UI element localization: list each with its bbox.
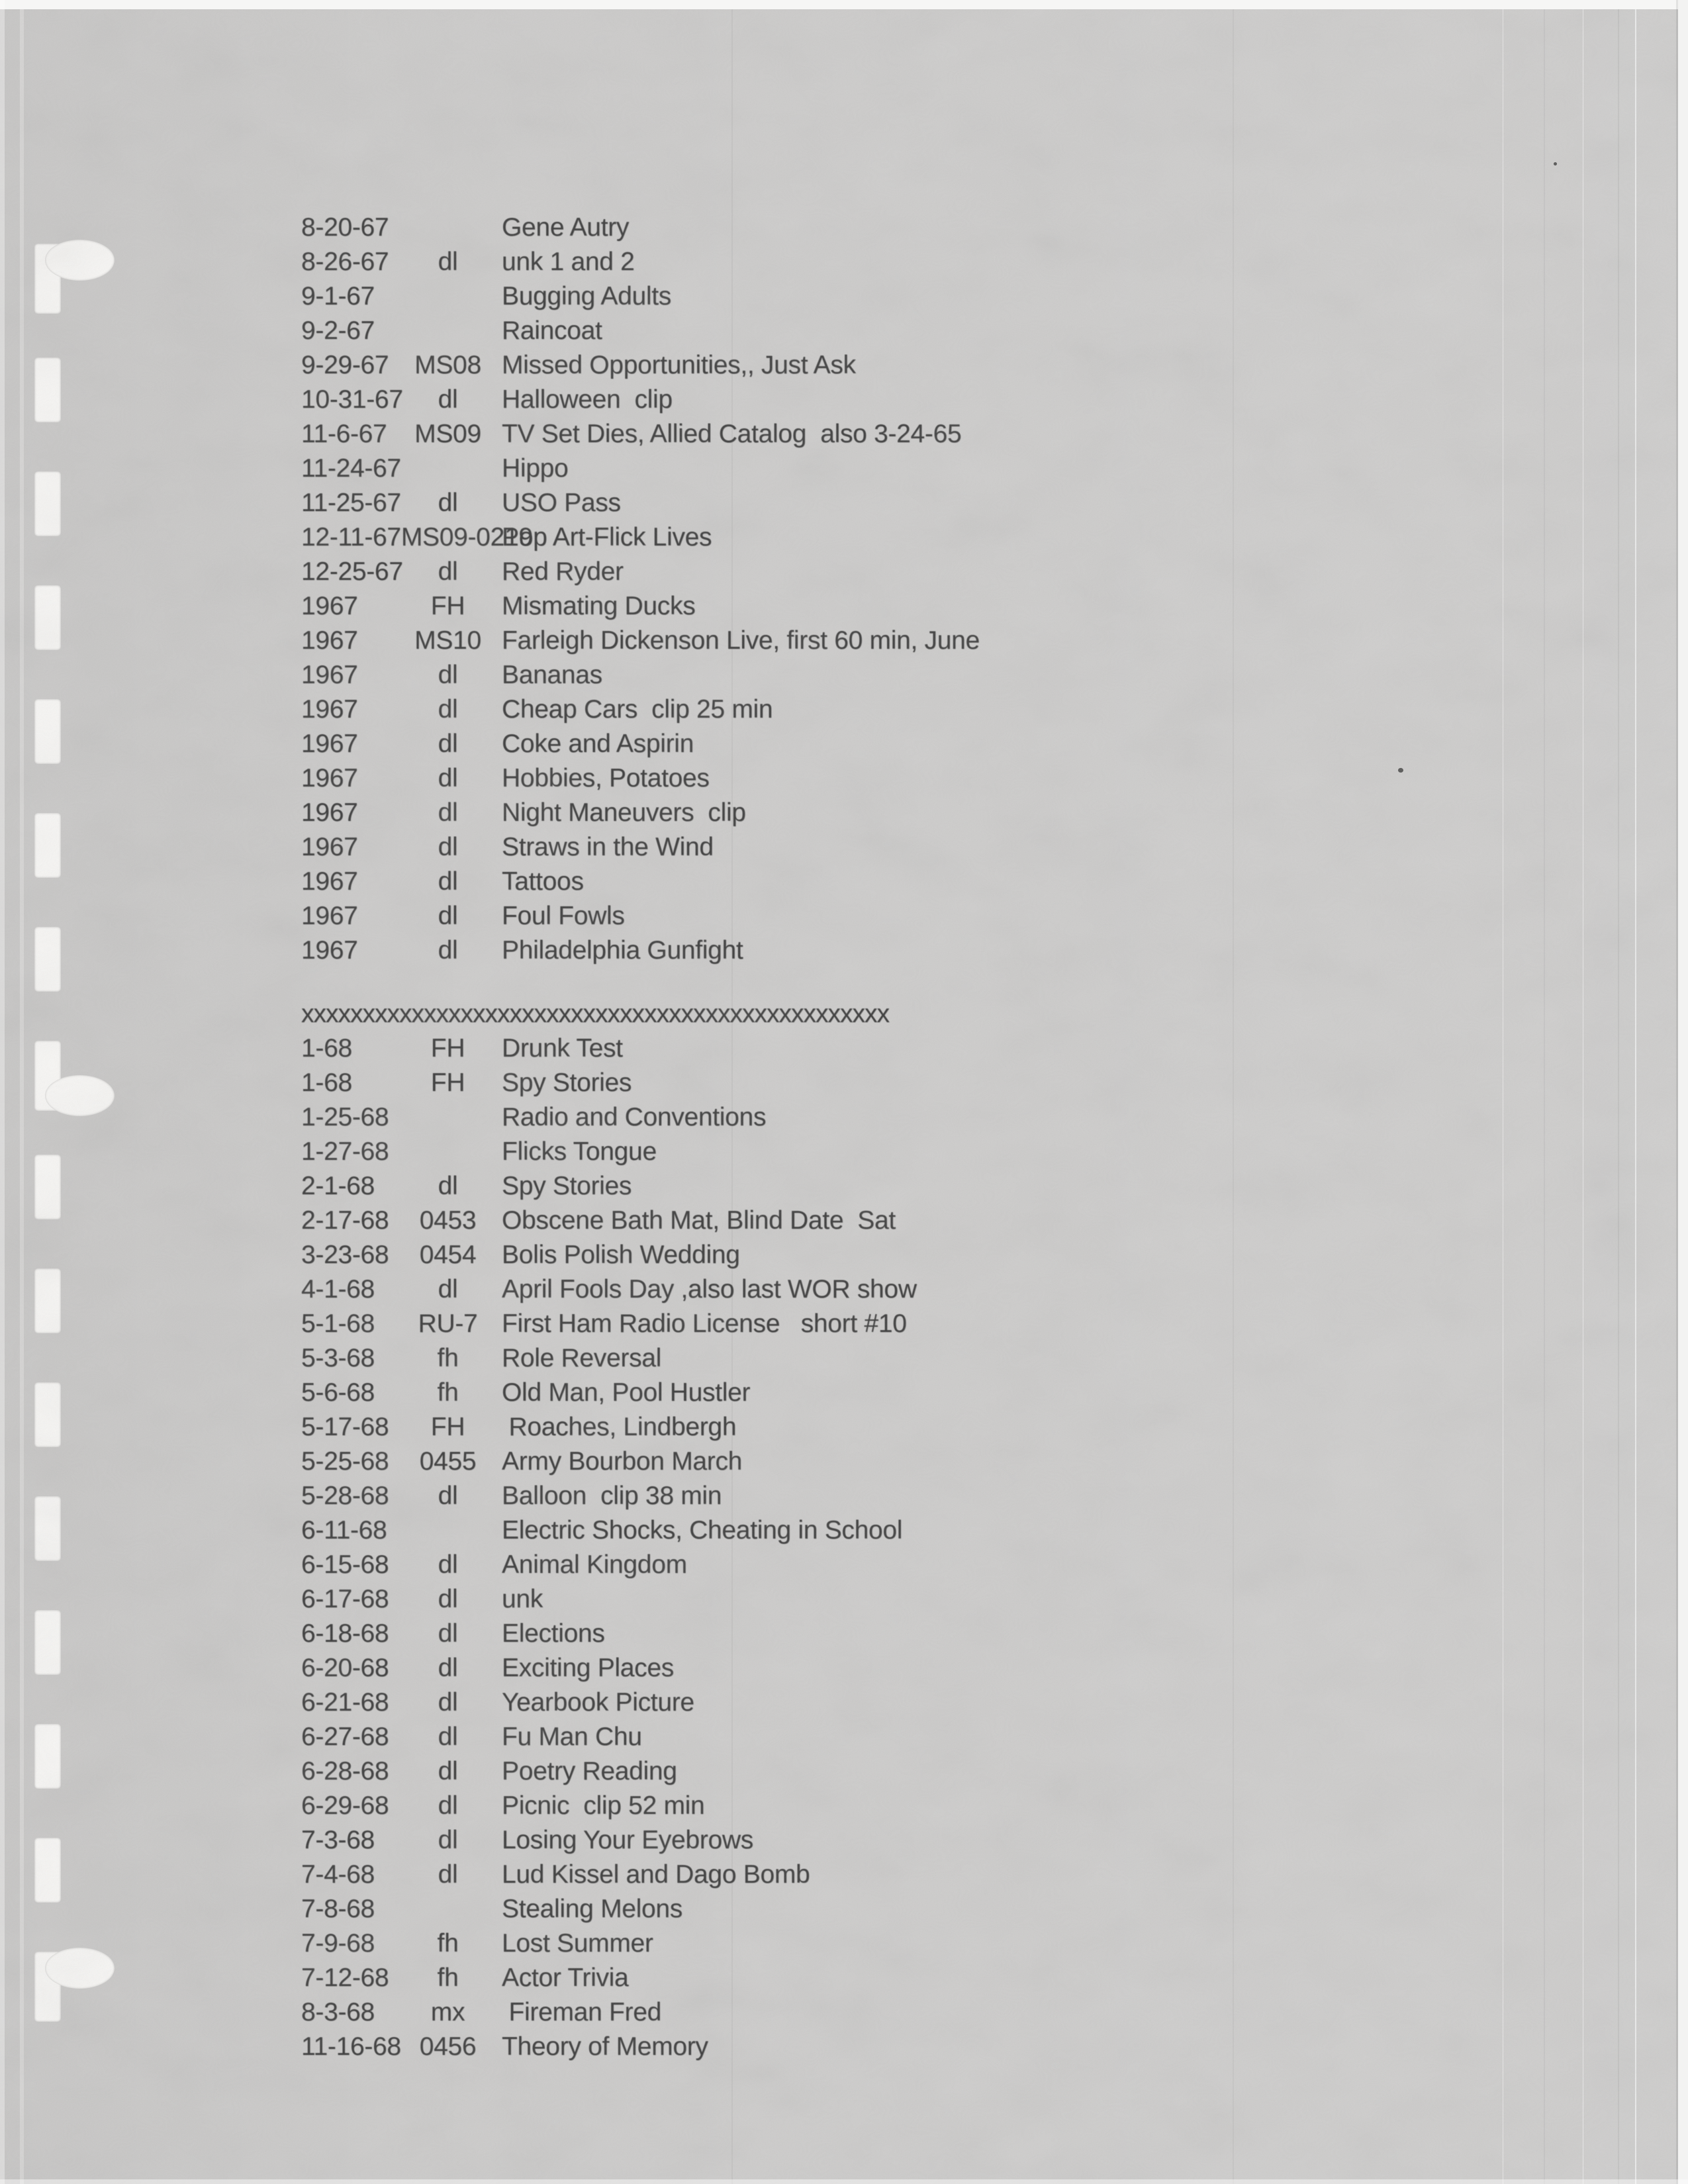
log-code: dl bbox=[438, 489, 458, 517]
log-code bbox=[394, 1513, 502, 1548]
log-title: Mismating Ducks bbox=[502, 592, 696, 620]
log-title: Hippo bbox=[502, 454, 569, 483]
log-date: 4-1-68 bbox=[301, 1275, 375, 1304]
log-code: dl bbox=[438, 730, 458, 758]
log-title: Obscene Bath Mat, Blind Date Sat bbox=[502, 1206, 896, 1235]
scan-edge-right bbox=[1678, 0, 1688, 2184]
log-code bbox=[394, 1100, 502, 1135]
log-row bbox=[301, 1204, 1427, 1238]
log-row bbox=[301, 1651, 1427, 1685]
log-row bbox=[301, 1720, 1427, 1754]
log-title: First Ham Radio License short #10 bbox=[502, 1309, 907, 1338]
log-row bbox=[301, 348, 1427, 383]
log-date: 5-3-68 bbox=[301, 1344, 375, 1372]
log-date: 6-28-68 bbox=[301, 1757, 389, 1785]
log-row bbox=[301, 451, 1427, 486]
log-title: Philadelphia Gunfight bbox=[502, 936, 743, 965]
log-title: Night Maneuvers clip bbox=[502, 798, 746, 827]
log-date: 11-6-67 bbox=[301, 420, 387, 448]
separator-line: xxxxxxxxxxxxxxxxxxxxxxxxxxxxxxxxxxxxxxxxxxxxxxxx bbox=[301, 1000, 889, 1028]
log-date: 7-4-68 bbox=[301, 1860, 375, 1889]
log-date: 1967 bbox=[301, 730, 358, 758]
log-code: FH bbox=[430, 1413, 465, 1441]
log-code bbox=[394, 279, 502, 314]
log-code: dl bbox=[438, 867, 458, 896]
log-row bbox=[301, 589, 1427, 624]
log-date: 1967 bbox=[301, 695, 358, 724]
log-date: 9-29-67 bbox=[301, 351, 389, 379]
scan-speck bbox=[1554, 162, 1557, 166]
log-date: 7-8-68 bbox=[301, 1895, 375, 1923]
log-code: dl bbox=[438, 695, 458, 724]
log-row bbox=[301, 520, 1427, 555]
log-date: 9-1-67 bbox=[301, 282, 375, 310]
log-date: 10-31-67 bbox=[301, 385, 403, 414]
log-date: 1967 bbox=[301, 661, 358, 689]
log-row bbox=[301, 1789, 1427, 1823]
log-title: Spy Stories bbox=[502, 1068, 632, 1097]
log-title: Animal Kingdom bbox=[502, 1550, 687, 1579]
punch-hole-tear bbox=[45, 1948, 115, 1989]
punch-hole-tear bbox=[45, 1075, 115, 1116]
log-date: 1-68 bbox=[301, 1068, 352, 1097]
log-code: dl bbox=[438, 1688, 458, 1717]
log-date: 8-20-67 bbox=[301, 213, 389, 242]
log-row bbox=[301, 1307, 1427, 1341]
log-title: Losing Your Eyebrows bbox=[502, 1826, 753, 1854]
scan-speck bbox=[1398, 768, 1403, 773]
log-title: Hobbies, Potatoes bbox=[502, 764, 710, 792]
log-date: 8-3-68 bbox=[301, 1998, 375, 2026]
log-title: Picnic clip 52 min bbox=[502, 1791, 705, 1820]
log-title: Bolis Polish Wedding bbox=[502, 1241, 740, 1269]
log-row bbox=[301, 1066, 1427, 1100]
log-row bbox=[301, 1754, 1427, 1789]
punch-hole-tear bbox=[45, 240, 115, 281]
log-date: 5-6-68 bbox=[301, 1378, 375, 1407]
log-row bbox=[301, 933, 1427, 968]
log-section-1967 bbox=[301, 211, 1427, 968]
log-row bbox=[301, 1410, 1427, 1445]
log-row bbox=[301, 1513, 1427, 1548]
log-row bbox=[301, 1995, 1427, 2030]
log-title: Lud Kissel and Dago Bomb bbox=[502, 1860, 810, 1889]
log-title: Roaches, Lindbergh bbox=[502, 1413, 737, 1441]
log-code: dl bbox=[438, 1791, 458, 1820]
log-row bbox=[301, 1445, 1427, 1479]
log-row bbox=[301, 1548, 1427, 1582]
log-date: 6-18-68 bbox=[301, 1619, 389, 1648]
punch-hole bbox=[34, 1268, 61, 1333]
log-code: dl bbox=[438, 385, 458, 414]
log-title: April Fools Day ,also last WOR show bbox=[502, 1275, 917, 1304]
log-date: 8-26-67 bbox=[301, 248, 389, 276]
log-date: 1967 bbox=[301, 936, 358, 965]
log-code: dl bbox=[438, 936, 458, 965]
log-code: 0456 bbox=[419, 2032, 477, 2061]
scan-streak bbox=[20, 0, 24, 2184]
log-code: 0453 bbox=[419, 1206, 477, 1235]
log-title: Drunk Test bbox=[502, 1034, 623, 1063]
log-date: 9-2-67 bbox=[301, 316, 375, 345]
punch-hole bbox=[34, 1496, 61, 1561]
log-row bbox=[301, 245, 1427, 279]
log-title: unk 1 and 2 bbox=[502, 248, 635, 276]
log-date: 1967 bbox=[301, 592, 358, 620]
log-title: Raincoat bbox=[502, 316, 602, 345]
log-title: Role Reversal bbox=[502, 1344, 662, 1372]
log-row bbox=[301, 796, 1427, 830]
log-date: 1967 bbox=[301, 833, 358, 861]
log-title: Balloon clip 38 min bbox=[502, 1482, 722, 1510]
log-date: 6-27-68 bbox=[301, 1723, 389, 1751]
log-date: 6-15-68 bbox=[301, 1550, 389, 1579]
log-section-1968 bbox=[301, 1031, 1427, 2064]
log-title: Fireman Fred bbox=[502, 1998, 661, 2026]
log-row bbox=[301, 555, 1427, 589]
log-date: 1-25-68 bbox=[301, 1103, 389, 1131]
log-date: 6-20-68 bbox=[301, 1654, 389, 1682]
log-text bbox=[301, 211, 1427, 2064]
log-title: Flicks Tongue bbox=[502, 1137, 657, 1166]
log-code bbox=[394, 314, 502, 348]
log-date: 1967 bbox=[301, 798, 358, 827]
log-title: Coke and Aspirin bbox=[502, 730, 694, 758]
log-title: Lost Summer bbox=[502, 1929, 653, 1958]
punch-hole bbox=[34, 585, 61, 650]
log-title: Missed Opportunities,, Just Ask bbox=[502, 351, 856, 379]
log-code: MS09 bbox=[414, 420, 481, 448]
log-title: TV Set Dies, Allied Catalog also 3-24-65 bbox=[502, 420, 962, 448]
log-date: 2-1-68 bbox=[301, 1172, 375, 1200]
log-date: 5-1-68 bbox=[301, 1309, 375, 1338]
scan-edge-left bbox=[0, 0, 5, 2184]
log-row bbox=[301, 830, 1427, 865]
log-code: dl bbox=[438, 833, 458, 861]
log-row bbox=[301, 1376, 1427, 1410]
log-date: 7-9-68 bbox=[301, 1929, 375, 1958]
log-row bbox=[301, 1685, 1427, 1720]
log-title: Theory of Memory bbox=[502, 2032, 708, 2061]
log-title: Cheap Cars clip 25 min bbox=[502, 695, 773, 724]
log-title: Army Bourbon March bbox=[502, 1447, 743, 1476]
log-row bbox=[301, 279, 1427, 314]
log-title: Farleigh Dickenson Live, first 60 min, June bbox=[502, 626, 980, 655]
log-date: 11-16-68 bbox=[301, 2032, 401, 2061]
log-code: dl bbox=[438, 764, 458, 792]
log-title: Yearbook Picture bbox=[502, 1688, 694, 1717]
log-row bbox=[301, 1858, 1427, 1892]
log-code: dl bbox=[438, 1482, 458, 1510]
log-date: 1967 bbox=[301, 867, 358, 896]
log-code: FH bbox=[430, 592, 465, 620]
log-row bbox=[301, 624, 1427, 658]
log-row bbox=[301, 1892, 1427, 1926]
punch-hole bbox=[34, 927, 61, 992]
log-code: fh bbox=[437, 1964, 459, 1992]
punch-hole bbox=[34, 1838, 61, 1903]
log-code: dl bbox=[438, 1275, 458, 1304]
log-title: Bananas bbox=[502, 661, 602, 689]
log-date: 6-29-68 bbox=[301, 1791, 389, 1820]
log-row bbox=[301, 865, 1427, 899]
log-date: 5-25-68 bbox=[301, 1447, 389, 1476]
scan-edge-shadow bbox=[1676, 0, 1678, 2184]
log-code: RU-7 bbox=[418, 1309, 478, 1338]
log-row bbox=[301, 761, 1427, 796]
log-date: 7-12-68 bbox=[301, 1964, 389, 1992]
log-row bbox=[301, 899, 1427, 933]
log-date: 1-27-68 bbox=[301, 1137, 389, 1166]
log-date: 2-17-68 bbox=[301, 1206, 389, 1235]
log-code bbox=[394, 1135, 502, 1169]
log-row bbox=[301, 1135, 1427, 1169]
punch-hole bbox=[34, 1382, 61, 1447]
log-code bbox=[394, 211, 502, 245]
log-title: Stealing Melons bbox=[502, 1895, 682, 1923]
log-title: USO Pass bbox=[502, 489, 621, 517]
log-row bbox=[301, 1031, 1427, 1066]
log-date: 1967 bbox=[301, 764, 358, 792]
log-date: 7-3-68 bbox=[301, 1826, 375, 1854]
log-row bbox=[301, 1823, 1427, 1858]
log-code: dl bbox=[438, 798, 458, 827]
log-row bbox=[301, 727, 1427, 761]
log-title: Gene Autry bbox=[502, 213, 630, 242]
log-date: 6-11-68 bbox=[301, 1516, 387, 1544]
log-code: FH bbox=[430, 1068, 465, 1097]
log-code: dl bbox=[438, 1585, 458, 1613]
punch-hole bbox=[34, 357, 61, 422]
punch-hole bbox=[34, 1610, 61, 1675]
log-title: Electric Shocks, Cheating in School bbox=[502, 1516, 903, 1544]
log-row bbox=[301, 658, 1427, 692]
log-date: 5-28-68 bbox=[301, 1482, 389, 1510]
log-date: 3-23-68 bbox=[301, 1241, 389, 1269]
scan-edge-top bbox=[0, 0, 1688, 9]
log-title: Poetry Reading bbox=[502, 1757, 677, 1785]
log-code: 0454 bbox=[419, 1241, 477, 1269]
log-row bbox=[301, 692, 1427, 727]
log-row bbox=[301, 1479, 1427, 1513]
log-code: MS08 bbox=[414, 351, 481, 379]
log-code: dl bbox=[438, 1826, 458, 1854]
log-code: fh bbox=[437, 1378, 459, 1407]
log-row bbox=[301, 314, 1427, 348]
log-row bbox=[301, 1272, 1427, 1307]
scan-streak bbox=[1635, 0, 1636, 2184]
log-date: 11-25-67 bbox=[301, 489, 401, 517]
log-title: Foul Fowls bbox=[502, 902, 625, 930]
log-title: unk bbox=[502, 1585, 543, 1613]
log-code: dl bbox=[438, 1860, 458, 1889]
punch-hole bbox=[34, 699, 61, 764]
log-row bbox=[301, 1926, 1427, 1961]
log-code: dl bbox=[438, 1654, 458, 1682]
punch-hole bbox=[34, 471, 61, 536]
scan-edge-bottom bbox=[0, 2179, 1688, 2184]
log-row bbox=[301, 1100, 1427, 1135]
log-title: Elections bbox=[502, 1619, 605, 1648]
log-date: 11-24-67 bbox=[301, 454, 401, 483]
log-date: 1967 bbox=[301, 626, 358, 655]
log-title: Bugging Adults bbox=[502, 282, 672, 310]
punch-hole bbox=[34, 813, 61, 878]
log-row bbox=[301, 1169, 1427, 1204]
log-row bbox=[301, 383, 1427, 417]
log-row bbox=[301, 2030, 1427, 2064]
log-code: dl bbox=[438, 1723, 458, 1751]
log-date: 5-17-68 bbox=[301, 1413, 389, 1441]
scan-streak bbox=[1618, 0, 1619, 2184]
log-code: dl bbox=[438, 902, 458, 930]
log-row bbox=[301, 1961, 1427, 1995]
log-code: dl bbox=[438, 1550, 458, 1579]
log-code: dl bbox=[438, 661, 458, 689]
log-row bbox=[301, 417, 1427, 451]
log-title: Straws in the Wind bbox=[502, 833, 714, 861]
log-code: mx bbox=[430, 1998, 465, 2026]
log-date: 1967 bbox=[301, 902, 358, 930]
log-date: 6-17-68 bbox=[301, 1585, 389, 1613]
log-row bbox=[301, 1238, 1427, 1272]
scan-streak bbox=[1544, 0, 1545, 2184]
log-title: Halloween clip bbox=[502, 385, 673, 414]
log-code: dl bbox=[438, 248, 458, 276]
log-code bbox=[394, 1892, 502, 1926]
log-row bbox=[301, 1617, 1427, 1651]
log-code: MS10 bbox=[414, 626, 481, 655]
log-code: dl bbox=[438, 1172, 458, 1200]
log-date: 1-68 bbox=[301, 1034, 352, 1063]
log-code: dl bbox=[438, 1757, 458, 1785]
log-title: Red Ryder bbox=[502, 557, 624, 586]
log-date: 6-21-68 bbox=[301, 1688, 389, 1717]
log-title: Old Man, Pool Hustler bbox=[502, 1378, 751, 1407]
log-code: dl bbox=[438, 1619, 458, 1648]
log-title: Exciting Places bbox=[502, 1654, 674, 1682]
log-row bbox=[301, 1582, 1427, 1617]
log-row bbox=[301, 486, 1427, 520]
log-code: fh bbox=[437, 1344, 459, 1372]
log-code: dl bbox=[438, 557, 458, 586]
log-title: Pop Art-Flick Lives bbox=[502, 523, 712, 551]
log-code: FH bbox=[430, 1034, 465, 1063]
log-title: Tattoos bbox=[502, 867, 584, 896]
punch-hole bbox=[34, 1155, 61, 1219]
log-title: Radio and Conventions bbox=[502, 1103, 767, 1131]
log-title: Spy Stories bbox=[502, 1172, 632, 1200]
log-row bbox=[301, 1341, 1427, 1376]
log-code: 0455 bbox=[419, 1447, 477, 1476]
log-title: Actor Trivia bbox=[502, 1964, 629, 1992]
punch-hole bbox=[34, 1724, 61, 1789]
log-code: fh bbox=[437, 1929, 459, 1958]
log-date: 12-25-67 bbox=[301, 557, 403, 586]
log-date: 12-11-67MS09-0219 bbox=[301, 523, 533, 551]
log-row bbox=[301, 211, 1427, 245]
log-title: Fu Man Chu bbox=[502, 1723, 642, 1751]
log-code bbox=[394, 451, 502, 486]
